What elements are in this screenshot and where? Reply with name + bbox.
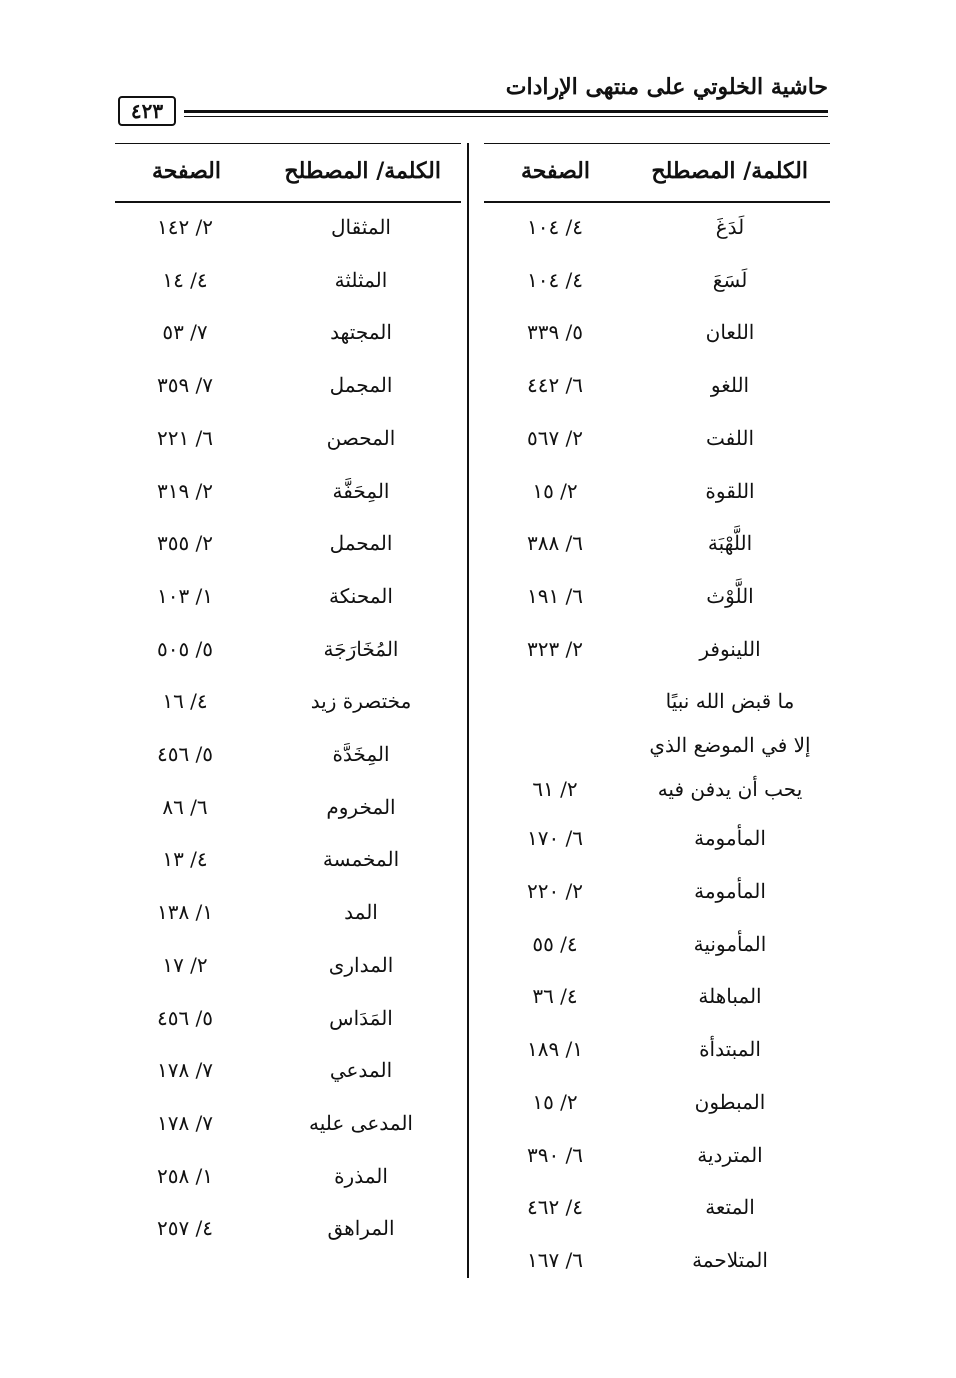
- index-row: [115, 531, 461, 561]
- index-page-ref: ٤/ ٤٦٢: [526, 1195, 584, 1220]
- index-row: [484, 320, 830, 350]
- index-page-ref: ٤/ ٣٦: [532, 984, 578, 1009]
- index-term: اللَّوْث: [706, 583, 754, 608]
- index-page-ref: ٢/ ١٥: [532, 1089, 578, 1114]
- index-row: [115, 1164, 461, 1194]
- index-term: اللَّهْبَة: [707, 531, 753, 556]
- index-page-ref: ٢/ ٣١٩: [156, 478, 214, 503]
- index-term: لَسَعَ: [712, 267, 748, 292]
- index-page-ref: ٥/ ٣٣٩: [526, 320, 584, 345]
- index-page-ref: ٢/ ٦١: [532, 777, 578, 802]
- index-row: [115, 215, 461, 245]
- index-row: [484, 1037, 830, 1067]
- index-page-ref: ٧/ ٣٥٩: [156, 373, 214, 398]
- column-divider: [467, 143, 469, 1278]
- index-row: [115, 637, 461, 667]
- index-page-ref: ٥/ ٥٠٥: [156, 636, 214, 661]
- index-row: [484, 984, 830, 1014]
- index-page-ref: ١/ ١٠٣: [156, 583, 214, 608]
- index-term: المراهق: [327, 1216, 395, 1241]
- index-page-ref: ٦/ ٨٦: [162, 794, 208, 819]
- term-column-header: الكلمة/ المصطلح: [651, 158, 808, 184]
- running-header-title: حاشية الخلوتي على منتهى الإرادات: [505, 74, 828, 100]
- index-row: [115, 742, 461, 772]
- index-page-ref: ٦/ ٤٤٢: [526, 373, 584, 398]
- index-term-line: ما قبض الله نبيًا: [665, 689, 795, 714]
- index-term: المجتهد: [330, 320, 392, 345]
- index-term: المدعى عليه: [309, 1110, 413, 1135]
- index-term: اللعان: [705, 320, 755, 345]
- index-term: المخمسة: [322, 847, 400, 872]
- right-table-header: [484, 143, 830, 203]
- right-index-table: [484, 143, 830, 1272]
- index-term: المباهلة: [698, 984, 762, 1009]
- index-term: المثلثة: [334, 267, 388, 292]
- index-page-ref: ٢/ ٣٥٥: [156, 531, 214, 556]
- index-page-ref: ٤/ ١٣: [162, 847, 208, 872]
- index-term: المتلاحمة: [692, 1247, 768, 1272]
- page-column-header: الصفحة: [520, 158, 590, 184]
- index-page-ref: ٦/ ١٩١: [526, 583, 584, 608]
- index-term: المحمل: [329, 531, 393, 556]
- index-row: [484, 268, 830, 298]
- index-page-ref: ٦/ ٣٩٠: [526, 1142, 584, 1167]
- index-row: [115, 479, 461, 509]
- index-term: المتردية: [697, 1142, 763, 1167]
- index-term: اللقوة: [705, 478, 755, 503]
- index-row: [115, 426, 461, 456]
- index-page-ref: ٥/ ٤٥٦: [156, 742, 214, 766]
- index-term: المبتدأة: [699, 1037, 761, 1062]
- index-term: المدارى: [328, 952, 394, 977]
- index-term: المحنكة: [329, 583, 393, 608]
- index-term-line: إلا في الموضع الذي: [649, 733, 811, 758]
- index-row: [115, 795, 461, 825]
- index-term: المذرة: [334, 1163, 388, 1188]
- index-row: [484, 1143, 830, 1173]
- index-row: [484, 531, 830, 561]
- index-term: المأمومة: [694, 826, 766, 851]
- index-page-ref: ٥/ ٤٥٦: [156, 1005, 214, 1030]
- index-row: [115, 1216, 461, 1246]
- index-term: اللغو: [710, 373, 750, 398]
- index-row: [484, 879, 830, 909]
- index-row: [484, 584, 830, 614]
- index-row: [115, 847, 461, 877]
- index-row: [484, 637, 830, 667]
- index-term: المد: [344, 900, 378, 925]
- index-term: المأمونية: [693, 931, 767, 956]
- index-row: [484, 215, 830, 245]
- index-term: المجمل: [329, 373, 393, 398]
- index-term: المخروم: [326, 794, 396, 819]
- index-row: [115, 373, 461, 403]
- index-term: لَدَغَ: [715, 215, 745, 239]
- index-row: [115, 689, 461, 719]
- index-page-ref: ٢/ ١٤٢: [156, 215, 214, 239]
- index-page-ref: ٢/ ١٧: [162, 952, 208, 977]
- index-term: المتعة: [705, 1195, 755, 1220]
- index-term: المأمومة: [694, 879, 766, 904]
- index-row: [484, 1248, 830, 1278]
- header-rule: [184, 110, 828, 117]
- index-term: المبطون: [694, 1089, 766, 1114]
- index-term: المَدَاس: [329, 1005, 393, 1030]
- index-term: المحصن: [326, 425, 396, 450]
- index-term: المُخَارَجَة: [323, 636, 399, 661]
- index-row: [115, 320, 461, 350]
- index-page-ref: ٤/ ١٠٤: [526, 215, 584, 239]
- index-page-ref: ١/ ٢٥٨: [156, 1163, 214, 1188]
- index-row: [484, 1090, 830, 1120]
- index-term: اللفت: [705, 425, 755, 450]
- term-column-header: الكلمة/ المصطلح: [284, 158, 441, 184]
- index-page-ref: ٢/ ٥٦٧: [526, 425, 584, 450]
- index-term-line: يحب أن يدفن فيه: [657, 777, 803, 802]
- index-page-ref: ٤/ ٥٥: [532, 931, 578, 956]
- index-row: [484, 932, 830, 962]
- index-page-ref: ٤/ ١٤: [162, 267, 208, 292]
- index-page-ref: ١/ ١٨٩: [526, 1037, 584, 1062]
- index-page-ref: ٢/ ١٥: [532, 478, 578, 503]
- index-row: [484, 826, 830, 856]
- index-row: [115, 268, 461, 298]
- index-row: [115, 953, 461, 983]
- index-term: مختصرة زيد: [310, 689, 412, 714]
- index-page-ref: ٤/ ٢٥٧: [156, 1216, 214, 1241]
- index-page-ref: ٧/ ٥٣: [162, 320, 208, 345]
- index-page-ref: ٤/ ١٠٤: [526, 267, 584, 292]
- left-table-header: [115, 143, 461, 203]
- index-page-ref: ٦/ ١٧٠: [526, 826, 584, 851]
- index-term: المدعي: [329, 1058, 393, 1083]
- index-row: [484, 426, 830, 456]
- index-row: [115, 900, 461, 930]
- index-page-ref: ٢/ ٢٢٠: [526, 879, 584, 904]
- index-page-ref: ٢/ ٣٢٣: [526, 636, 584, 661]
- index-row: [115, 1111, 461, 1141]
- index-row: [115, 1058, 461, 1088]
- index-row: [484, 479, 830, 509]
- index-row: [484, 689, 830, 821]
- index-term: المِخَدَّة: [332, 742, 390, 766]
- index-row: [484, 1195, 830, 1225]
- page-column-header: الصفحة: [151, 158, 221, 184]
- left-index-table: [115, 143, 461, 1241]
- index-row: [115, 584, 461, 614]
- index-page-ref: ٦/ ٣٨٨: [526, 531, 584, 556]
- page-number: ٤٢٣: [118, 96, 176, 126]
- index-row: [115, 1006, 461, 1036]
- index-row: [484, 373, 830, 403]
- index-term: المِحَفَّة: [332, 478, 390, 503]
- index-page-ref: ٦/ ١٦٧: [526, 1247, 584, 1272]
- index-page-ref: ٧/ ١٧٨: [156, 1110, 214, 1135]
- index-term: المثقال: [331, 215, 391, 239]
- index-page-ref: ١/ ١٣٨: [156, 900, 214, 925]
- index-page-ref: ٦/ ٢٢١: [156, 425, 214, 450]
- index-page-ref: ٤/ ١٦: [162, 689, 208, 714]
- index-page-ref: ٧/ ١٧٨: [156, 1058, 214, 1083]
- index-term: اللينوفر: [699, 636, 761, 661]
